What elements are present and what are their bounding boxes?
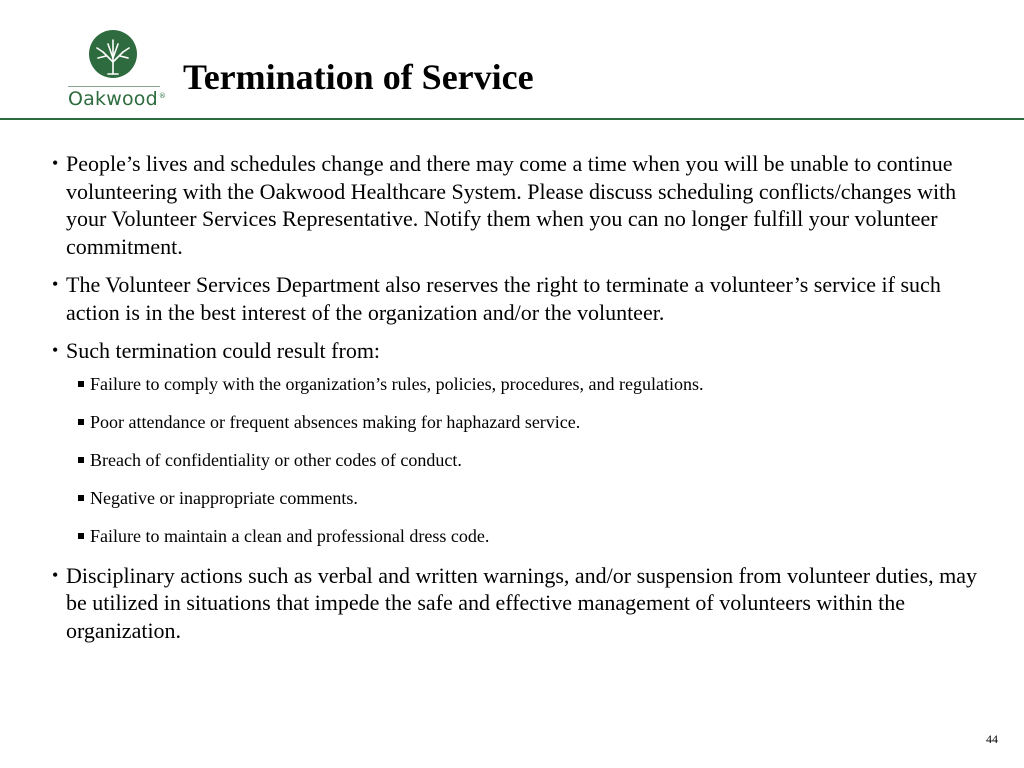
- bullet-text: Such termination could result from:: [66, 338, 381, 363]
- square-bullet-icon: [78, 419, 84, 425]
- slide-content: [52, 150, 982, 655]
- bullet-text: Disciplinary actions such as verbal and written warnings, and/or suspension from volunteer duties, may be utilized in situations that impede the safe and effective management of volunteers within the organization.: [66, 562, 977, 643]
- oakwood-logo: [66, 30, 166, 112]
- square-bullet-icon: [78, 495, 84, 501]
- logo-wordmark: Oakwood®: [68, 88, 167, 110]
- bullet-dot-icon: •: [52, 340, 59, 360]
- sub-bullet-list: [78, 372, 982, 548]
- square-bullet-icon: [78, 457, 84, 463]
- bullet-dot-icon: •: [52, 564, 59, 585]
- bullet-item: [52, 150, 982, 260]
- bullet-item: [52, 562, 982, 645]
- sub-bullet-item: [78, 524, 982, 548]
- square-bullet-icon: [78, 381, 84, 387]
- sub-bullet-item: [78, 410, 982, 434]
- sub-bullet-text: Failure to comply with the organization’s rules, policies, procedures, and regulations.: [90, 373, 704, 394]
- oak-tree-icon: [88, 30, 138, 82]
- sub-bullet-item: [78, 372, 982, 396]
- slide-title: Termination of Service: [183, 57, 534, 97]
- bullet-text: The Volunteer Services Department also reserves the right to terminate a volunteer’s service if such action is in the best interest of the organization and/or the volunteer.: [66, 272, 941, 325]
- bullet-item: [52, 337, 982, 365]
- header-divider: [0, 118, 1024, 120]
- page-number: 44: [986, 732, 998, 746]
- bullet-dot-icon: •: [52, 153, 59, 173]
- logo-divider: [68, 86, 160, 87]
- sub-bullet-text: Failure to maintain a clean and professional dress code.: [90, 525, 490, 546]
- sub-bullet-text: Breach of confidentiality or other codes of conduct.: [90, 449, 462, 470]
- bullet-dot-icon: •: [52, 274, 59, 294]
- sub-bullet-item: [78, 486, 982, 510]
- square-bullet-icon: [78, 533, 84, 539]
- bullet-item: [52, 271, 982, 326]
- sub-bullet-text: Poor attendance or frequent absences making for haphazard service.: [90, 411, 581, 432]
- bullet-text: People’s lives and schedules change and there may come a time when you will be unable to continue volunteering with the Oakwood Healthcare System. Please discuss scheduling conflicts/changes with your Volunteer Services Representative. Notify them when you can no longer fulfill your volunteer commitment.: [66, 151, 957, 259]
- sub-bullet-item: [78, 448, 982, 472]
- sub-bullet-text: Negative or inappropriate comments.: [90, 487, 358, 508]
